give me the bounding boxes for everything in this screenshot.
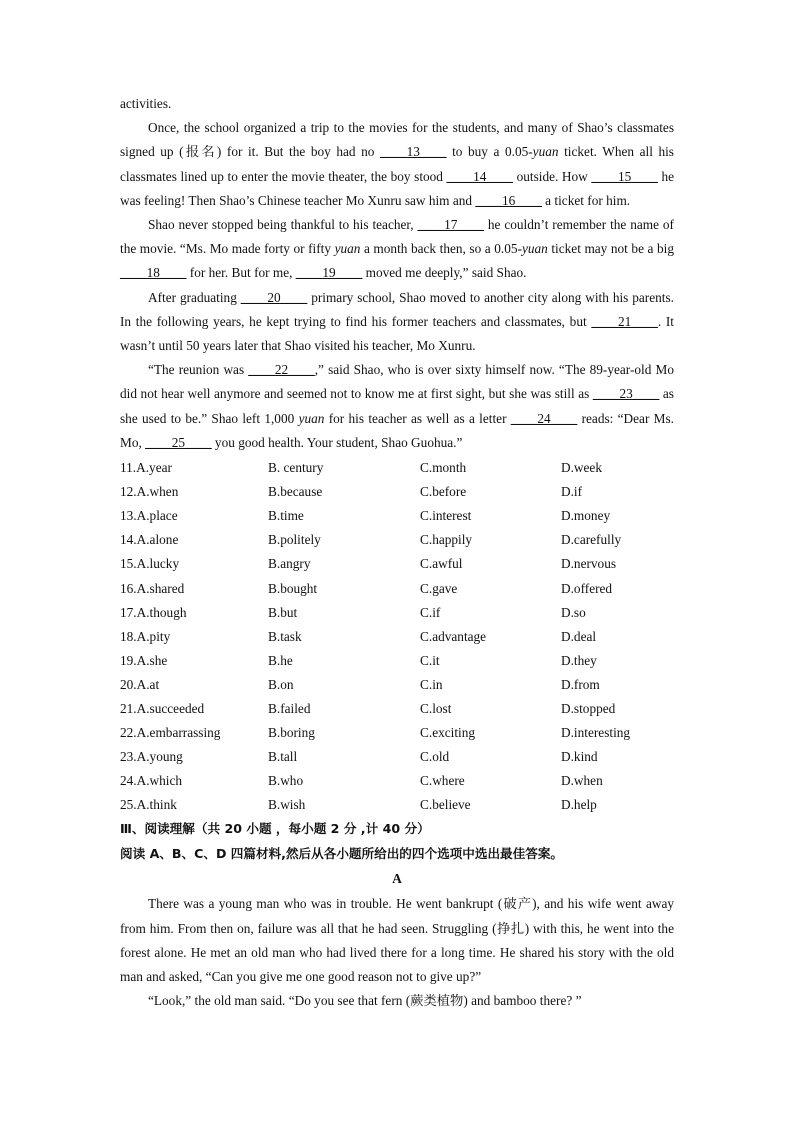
blank-14: ____14____ bbox=[446, 168, 514, 184]
option-a: 16.A.shared bbox=[120, 580, 185, 596]
cloze-text: moved me deeply,” said Shao. bbox=[362, 265, 527, 281]
option-row-19 bbox=[120, 649, 674, 673]
option-d: D.carefully bbox=[561, 532, 622, 548]
reading-paragraph-1 bbox=[120, 892, 674, 989]
blank-16: ____16____ bbox=[475, 192, 542, 208]
option-a: 21.A.succeeded bbox=[120, 700, 205, 716]
option-b: B.who bbox=[268, 773, 304, 789]
option-c: C.old bbox=[420, 749, 450, 765]
cloze-text: “The reunion was bbox=[148, 362, 249, 378]
option-a: 23.A.young bbox=[120, 749, 183, 765]
option-d: D.they bbox=[561, 652, 597, 668]
option-a: 20.A.at bbox=[120, 676, 160, 692]
blank-22: ____22____ bbox=[248, 362, 315, 378]
option-b: B.wish bbox=[268, 797, 306, 813]
option-d: D.week bbox=[561, 460, 602, 476]
cloze-paragraph-0 bbox=[120, 92, 674, 116]
cloze-text-italic: yuan bbox=[521, 241, 548, 257]
option-b: B.he bbox=[268, 652, 293, 668]
options-list bbox=[120, 456, 674, 817]
option-c: C.lost bbox=[420, 700, 452, 716]
option-b: B.angry bbox=[268, 556, 311, 572]
option-d: D.kind bbox=[561, 749, 598, 765]
option-d: D.so bbox=[561, 604, 586, 620]
option-c: C.exciting bbox=[420, 725, 476, 741]
blank-24: ____24____ bbox=[510, 410, 578, 426]
blank-21: ____21____ bbox=[591, 313, 658, 329]
option-b: B.bought bbox=[268, 580, 318, 596]
option-b: B.boring bbox=[268, 725, 315, 741]
option-b: B.tall bbox=[268, 749, 298, 765]
cloze-text: he couldn’t remember the name of the movie. “Ms. Mo made forty or fifty bbox=[120, 217, 674, 257]
option-a: 24.A.which bbox=[120, 773, 183, 789]
option-d: D.money bbox=[561, 508, 611, 524]
option-row-18 bbox=[120, 625, 674, 649]
option-d: D.when bbox=[561, 773, 603, 789]
blank-13: ____13____ bbox=[380, 144, 447, 160]
option-b: B.politely bbox=[268, 532, 321, 548]
blank-19: ____19____ bbox=[295, 265, 363, 281]
option-b: B.time bbox=[268, 508, 304, 524]
passage-label: A bbox=[392, 871, 402, 887]
cloze-text: Shao never stopped being thankful to his teacher, bbox=[148, 217, 418, 233]
option-row-25 bbox=[120, 793, 674, 817]
cloze-text: ticket may not be a big bbox=[547, 241, 674, 257]
reading-text: There was a young man who was in trouble. He went bankrupt (破产), and his wife went away from him. From then on, failure was all that he had seen. Struggling (挣扎) with this, he went into the forest alone. He met an old man who had lived there for a long time. He shared his story with the old man and asked, “Can you give me one good reason not to give up?” bbox=[120, 896, 674, 985]
option-row-23 bbox=[120, 745, 674, 769]
option-d: D.offered bbox=[561, 580, 613, 596]
option-d: D.nervous bbox=[561, 556, 617, 572]
cloze-text: reads: “Dear Ms. Mo, bbox=[120, 410, 674, 450]
cloze-text: as she used to be.” Shao left 1,000 bbox=[120, 386, 674, 426]
option-c: C.month bbox=[420, 460, 467, 476]
blank-18: ____18____ bbox=[120, 265, 187, 281]
option-row-16 bbox=[120, 577, 674, 601]
cloze-text: . It wasn’t until 50 years later that Shao visited his teacher, Mo Xunru. bbox=[120, 313, 674, 354]
option-row-17 bbox=[120, 601, 674, 625]
cloze-text-italic: yuan bbox=[298, 410, 325, 426]
blank-20: ____20____ bbox=[240, 289, 308, 305]
option-d: D.deal bbox=[561, 628, 597, 644]
option-a: 15.A.lucky bbox=[120, 556, 180, 572]
cloze-text: he was feeling! Then Shao’s Chinese teacher Mo Xunru saw him and bbox=[120, 168, 674, 208]
option-a: 22.A.embarrassing bbox=[120, 725, 221, 741]
cloze-text: After graduating bbox=[148, 289, 241, 305]
option-b: B.on bbox=[268, 676, 294, 692]
cloze-paragraph-1 bbox=[120, 116, 674, 213]
blank-23: ____23____ bbox=[592, 386, 660, 402]
cloze-text: for her. But for me, bbox=[186, 265, 296, 281]
option-d: D.interesting bbox=[561, 725, 631, 741]
option-b: B.task bbox=[268, 628, 302, 644]
option-row-15 bbox=[120, 552, 674, 576]
cloze-text: ,” said Shao, who is over sixty himself now. “The 89-year-old Mo did not hear well anymore and seemed not to know me at first sight, but she was still as bbox=[120, 362, 674, 402]
cloze-text: you good health. Your student, Shao Guohua.” bbox=[211, 434, 463, 450]
option-c: C.it bbox=[420, 652, 440, 668]
option-a: 18.A.pity bbox=[120, 628, 171, 644]
option-c: C.where bbox=[420, 773, 465, 789]
cloze-text: activities. bbox=[120, 96, 172, 111]
option-row-14 bbox=[120, 528, 674, 552]
option-c: C.before bbox=[420, 484, 467, 500]
option-a: 17.A.though bbox=[120, 604, 187, 620]
reading-text: “Look,” the old man said. “Do you see that fern (蕨类植物) and bamboo there? ” bbox=[148, 993, 582, 1009]
option-b: B.but bbox=[268, 604, 298, 620]
option-c: C.believe bbox=[420, 797, 471, 813]
option-b: B.because bbox=[268, 484, 323, 500]
cloze-text: Once, the school organized a trip to the movies for the students, and many of Shao’s classmates signed up (报名) for it. But the boy had no bbox=[120, 120, 674, 160]
option-b: B. century bbox=[268, 460, 324, 476]
section-instruction: 阅读 A、B、C、D 四篇材料,然后从各小题所给出的四个选项中选出最佳答案。 bbox=[120, 845, 564, 861]
cloze-text: a month back then, so a 0.05- bbox=[360, 241, 522, 257]
cloze-text-italic: yuan bbox=[334, 241, 361, 257]
option-a: 25.A.think bbox=[120, 797, 177, 813]
option-row-13 bbox=[120, 504, 674, 528]
option-a: 14.A.alone bbox=[120, 532, 179, 548]
blank-17: ____17____ bbox=[417, 217, 484, 233]
option-c: C.awful bbox=[420, 556, 463, 572]
option-c: C.in bbox=[420, 676, 443, 692]
option-row-12 bbox=[120, 480, 674, 504]
cloze-paragraph-2 bbox=[120, 213, 674, 286]
option-row-24 bbox=[120, 769, 674, 793]
cloze-text: for his teacher as well as a letter bbox=[324, 410, 511, 426]
blank-15: ____15____ bbox=[591, 168, 658, 184]
cloze-text: primary school, Shao moved to another city along with his parents. In the following years, he kept trying to find his former teachers and classmates, but bbox=[120, 289, 674, 329]
option-a: 13.A.place bbox=[120, 508, 178, 524]
blank-25: ____25____ bbox=[145, 434, 212, 450]
cloze-paragraph-4 bbox=[120, 358, 674, 455]
option-a: 11.A.year bbox=[120, 460, 172, 476]
cloze-text: outside. How bbox=[513, 168, 592, 184]
option-row-21 bbox=[120, 697, 674, 721]
option-c: C.gave bbox=[420, 580, 458, 596]
option-b: B.failed bbox=[268, 700, 311, 716]
option-d: D.from bbox=[561, 676, 600, 692]
reading-paragraph-2 bbox=[120, 989, 674, 1013]
cloze-text: ticket. When all his classmates lined up to enter the movie theater, the boy stood bbox=[120, 144, 674, 184]
section-heading: Ⅲ、阅读理解（共 20 小题 ，每小题 2 分 ,计 40 分） bbox=[120, 821, 430, 837]
document-page bbox=[120, 92, 674, 1013]
option-a: 19.A.she bbox=[120, 652, 168, 668]
cloze-text-italic: yuan bbox=[532, 144, 559, 160]
option-a: 12.A.when bbox=[120, 484, 179, 500]
option-c: C.interest bbox=[420, 508, 472, 524]
option-c: C.if bbox=[420, 604, 441, 620]
option-d: D.help bbox=[561, 797, 597, 813]
cloze-text: to buy a 0.05- bbox=[446, 144, 533, 160]
option-row-20 bbox=[120, 673, 674, 697]
option-c: C.happily bbox=[420, 532, 473, 548]
option-d: D.if bbox=[561, 484, 583, 500]
cloze-text: a ticket for him. bbox=[541, 192, 631, 208]
option-c: C.advantage bbox=[420, 628, 487, 644]
option-row-22 bbox=[120, 721, 674, 745]
cloze-paragraph-3 bbox=[120, 286, 674, 359]
option-d: D.stopped bbox=[561, 700, 616, 716]
option-row-11 bbox=[120, 456, 674, 480]
